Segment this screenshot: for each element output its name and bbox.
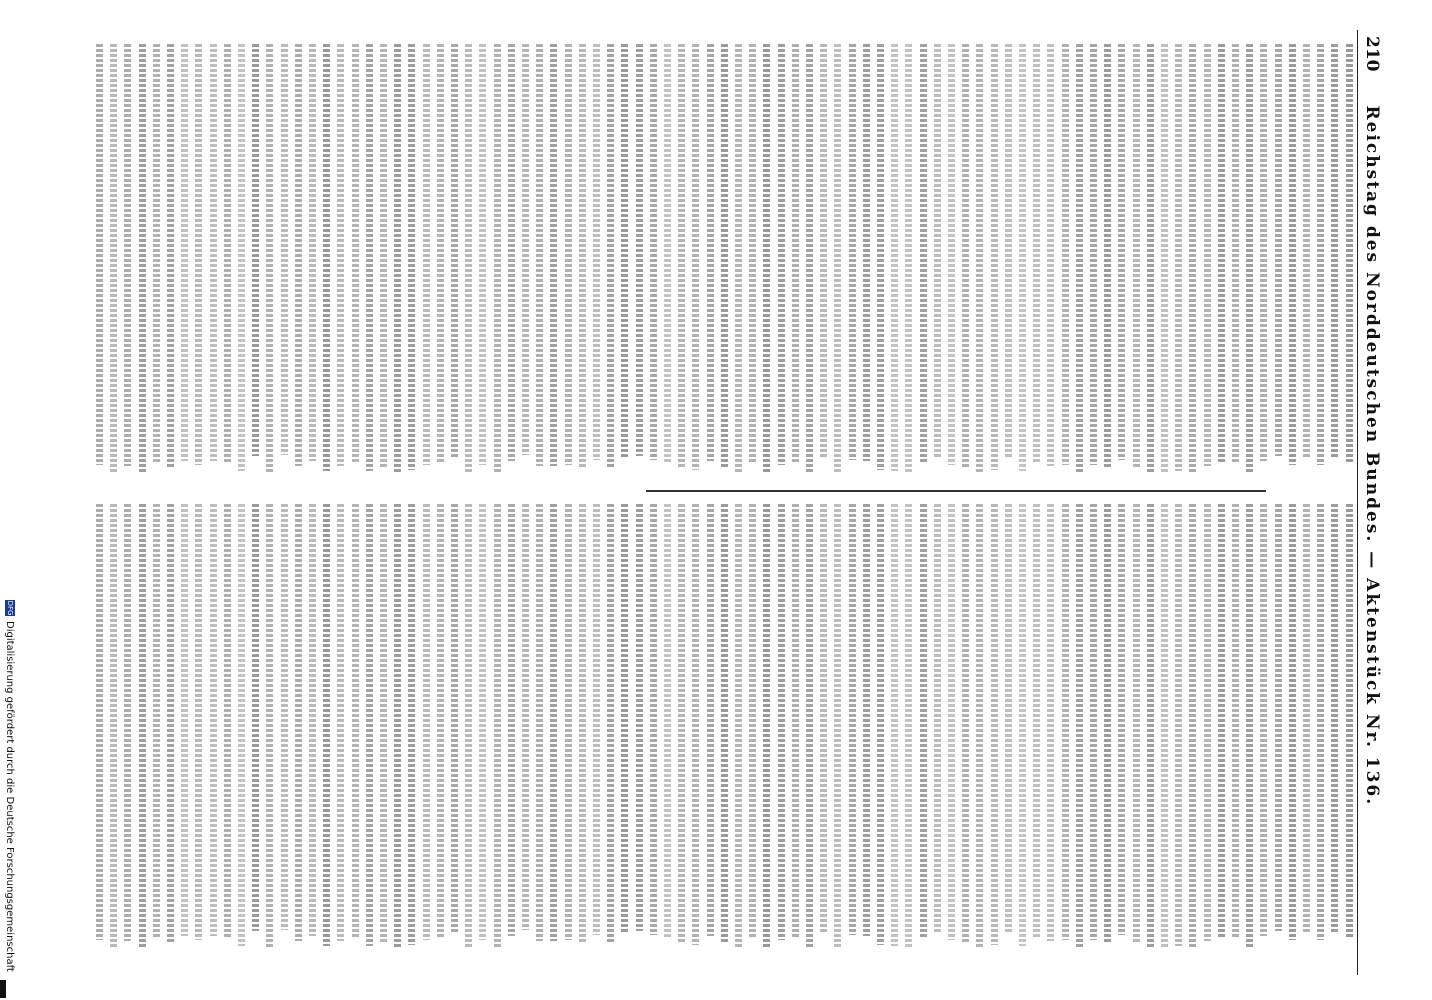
print-line (621, 504, 628, 932)
running-title: Reichstag des Norddeutschen Bundes. — Aktenstück Nr. 136. (1362, 105, 1382, 807)
print-line (195, 44, 202, 465)
print-line (1161, 44, 1168, 473)
scan-edge-mark (0, 980, 6, 998)
print-line (1331, 504, 1338, 934)
print-line (550, 44, 557, 466)
print-line (281, 504, 288, 930)
print-line (1175, 44, 1182, 471)
print-line (1189, 44, 1196, 474)
print-line (1275, 504, 1282, 931)
print-line (266, 504, 273, 947)
print-line (508, 44, 515, 461)
print-line (479, 44, 486, 465)
page-number: 210 (1362, 36, 1382, 72)
print-line (522, 44, 529, 455)
print-line (1232, 504, 1239, 939)
print-line (124, 44, 131, 466)
print-line (962, 44, 969, 469)
print-line (806, 504, 813, 947)
print-line (692, 504, 699, 945)
print-line (494, 504, 501, 949)
print-line (366, 44, 373, 471)
print-line (1175, 504, 1182, 946)
print-line (650, 44, 657, 460)
print-line (1090, 504, 1097, 940)
print-line (920, 504, 927, 939)
print-line (394, 44, 401, 473)
print-line (1019, 44, 1026, 471)
print-line (295, 44, 302, 466)
print-line (238, 44, 245, 471)
print-line (1104, 44, 1111, 468)
print-line (423, 504, 430, 940)
print-line (877, 44, 884, 470)
print-line (820, 504, 827, 932)
print-line (636, 504, 643, 931)
print-line (1104, 504, 1111, 943)
print-line (210, 504, 217, 936)
print-line (834, 44, 841, 474)
print-line (820, 44, 827, 457)
print-line (1147, 44, 1154, 473)
text-block-lower (92, 500, 1350, 955)
print-line (195, 504, 202, 940)
print-line (550, 504, 557, 941)
print-line (749, 44, 756, 463)
print-line (1005, 44, 1012, 459)
print-line (778, 44, 785, 465)
print-line (991, 504, 998, 945)
print-line (110, 504, 117, 947)
print-line (1033, 504, 1040, 937)
print-line (863, 504, 870, 936)
print-line (849, 504, 856, 935)
print-line (1289, 44, 1296, 465)
print-line (1204, 504, 1211, 941)
print-line (863, 44, 870, 461)
print-line (508, 504, 515, 936)
credit-text: Digitalisierung gefördert durch die Deutsche Forschungsgemeinschaft (4, 621, 16, 972)
print-line (1218, 44, 1225, 464)
print-line (408, 44, 415, 470)
print-line (380, 44, 387, 467)
print-line (707, 504, 714, 936)
print-line (1346, 504, 1353, 939)
print-line (664, 44, 671, 463)
print-line (678, 44, 685, 468)
print-line (1303, 44, 1310, 457)
print-line (139, 504, 146, 948)
print-line (664, 504, 671, 938)
print-line (934, 504, 941, 933)
print-line (991, 44, 998, 470)
print-line (1062, 504, 1069, 940)
print-line (1076, 504, 1083, 949)
print-line (181, 44, 188, 461)
print-line (1317, 44, 1324, 465)
print-line (1062, 44, 1069, 465)
print-line (905, 504, 912, 948)
print-line (962, 504, 969, 944)
print-line (849, 44, 856, 460)
print-line (650, 504, 657, 935)
print-line (1346, 44, 1353, 464)
print-line (536, 504, 543, 941)
print-line (1133, 44, 1140, 469)
print-line (352, 44, 359, 464)
print-line (1005, 504, 1012, 934)
print-line (1204, 44, 1211, 466)
print-line (1260, 504, 1267, 936)
print-line (522, 504, 529, 930)
print-line (1317, 504, 1324, 940)
print-line (181, 504, 188, 936)
print-line (891, 44, 898, 471)
print-line (1275, 44, 1282, 456)
print-line (565, 44, 572, 465)
print-line (607, 504, 614, 944)
print-line (394, 504, 401, 948)
print-line (479, 504, 486, 940)
print-line (948, 504, 955, 940)
digitization-credit (2, 600, 18, 990)
print-line (934, 44, 941, 458)
print-line (224, 44, 231, 463)
print-line (1019, 504, 1026, 946)
print-line (153, 44, 160, 463)
print-line (1189, 504, 1196, 949)
print-line (877, 504, 884, 945)
print-line (337, 44, 344, 466)
print-line (707, 44, 714, 461)
print-line (1161, 504, 1168, 948)
print-line (465, 504, 472, 947)
print-line (110, 44, 117, 472)
print-line (891, 504, 898, 946)
print-line (579, 504, 586, 944)
print-line (96, 44, 103, 465)
print-line (408, 504, 415, 945)
print-line (721, 504, 728, 944)
print-line (1118, 504, 1125, 935)
print-line (437, 504, 444, 937)
print-line (1289, 504, 1296, 940)
print-line (309, 504, 316, 936)
print-line (323, 44, 330, 471)
print-line (380, 504, 387, 942)
print-line (1076, 44, 1083, 474)
column-rule (646, 490, 1266, 492)
print-line (1218, 504, 1225, 939)
print-line (323, 504, 330, 946)
print-line (834, 504, 841, 949)
print-line (1090, 44, 1097, 465)
print-line (167, 44, 174, 469)
print-line (352, 504, 359, 939)
print-line (763, 504, 770, 948)
print-line (678, 504, 685, 943)
print-line (763, 44, 770, 473)
print-line (252, 504, 259, 931)
print-line (1147, 504, 1154, 948)
print-line (1331, 44, 1338, 459)
print-line (1047, 44, 1054, 466)
print-line (593, 504, 600, 935)
print-line (792, 44, 799, 463)
print-line (607, 44, 614, 469)
print-line (1033, 44, 1040, 462)
print-line (167, 504, 174, 944)
print-line (96, 504, 103, 940)
print-line (281, 44, 288, 455)
print-line (778, 504, 785, 940)
print-line (1118, 44, 1125, 460)
print-line (1047, 504, 1054, 941)
print-line (124, 504, 131, 941)
print-line (238, 504, 245, 946)
print-line (1246, 504, 1253, 947)
print-line (153, 504, 160, 938)
print-line (309, 44, 316, 461)
print-line (636, 44, 643, 456)
print-line (749, 504, 756, 938)
print-line (451, 504, 458, 934)
print-line (806, 44, 813, 472)
print-line (692, 44, 699, 470)
print-line (337, 504, 344, 941)
print-line (266, 44, 273, 472)
print-line (295, 504, 302, 941)
print-line (735, 44, 742, 474)
text-block-upper (92, 40, 1350, 480)
print-line (1133, 504, 1140, 944)
print-line (465, 44, 472, 472)
print-line (579, 44, 586, 469)
print-line (735, 504, 742, 949)
print-line (252, 44, 259, 456)
print-line (494, 44, 501, 474)
print-line (536, 44, 543, 466)
print-line (210, 44, 217, 461)
print-line (1246, 44, 1253, 472)
print-line (920, 44, 927, 464)
print-line (721, 44, 728, 469)
print-line (948, 44, 955, 465)
print-line (1232, 44, 1239, 464)
print-line (366, 504, 373, 946)
print-line (1303, 504, 1310, 932)
running-header (1357, 30, 1386, 975)
print-line (224, 504, 231, 938)
print-line (1260, 44, 1267, 461)
print-line (437, 44, 444, 462)
dfg-logo: DFG (6, 600, 14, 616)
print-line (593, 44, 600, 460)
print-line (565, 504, 572, 940)
print-line (976, 504, 983, 948)
print-line (621, 44, 628, 457)
print-line (451, 44, 458, 459)
print-line (905, 44, 912, 473)
print-line (423, 44, 430, 465)
print-line (976, 44, 983, 473)
print-line (792, 504, 799, 938)
print-line (139, 44, 146, 473)
